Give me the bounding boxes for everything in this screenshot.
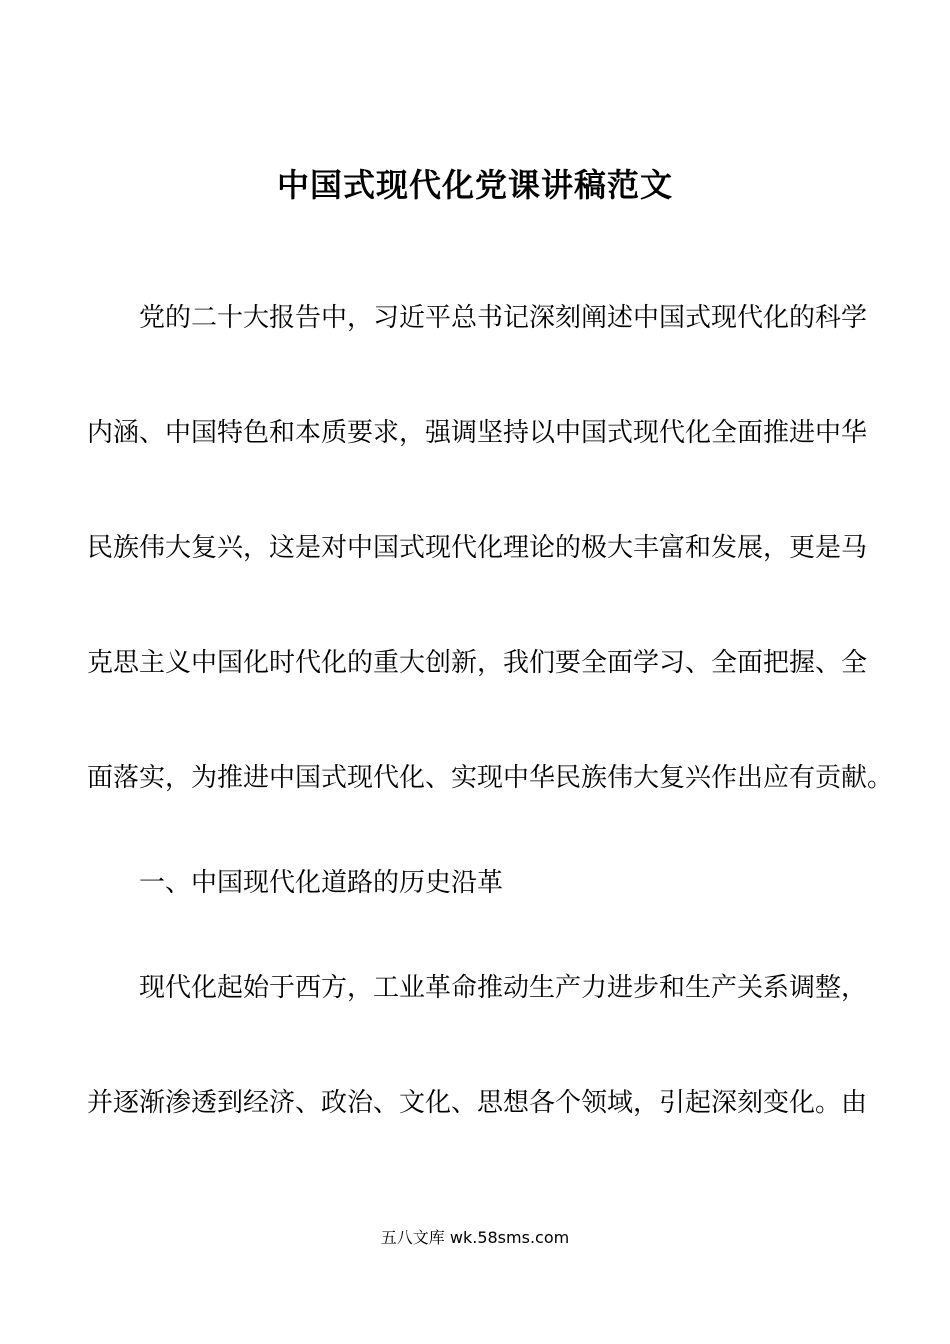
paragraph-line: 党的二十大报告中，习近平总书记深刻阐述中国式现代化的科学	[139, 303, 868, 333]
paragraph-line: 民族伟大复兴，这是对中国式现代化理论的极大丰富和发展，更是马	[87, 533, 868, 563]
document-title: 中国式现代化党课讲稿范文	[276, 166, 673, 204]
paragraph-line: 现代化起始于西方，工业革命推动生产力进步和生产关系调整，	[139, 973, 868, 1003]
section-heading: 一、中国现代化道路的历史沿革	[139, 868, 504, 898]
paragraph-line: 面落实，为推进中国式现代化、实现中华民族伟大复兴作出应有贡献。	[87, 763, 894, 793]
paragraph-line: 内涵、中国特色和本质要求，强调坚持以中国式现代化全面推进中华	[87, 418, 868, 448]
paragraph-line: 克思主义中国化时代化的重大创新，我们要全面学习、全面把握、全	[87, 648, 868, 678]
footer-watermark: 五八文库 wk.58sms.com	[380, 1228, 570, 1247]
paragraph-line: 并逐渐渗透到经济、政治、文化、思想各个领域，引起深刻变化。由	[87, 1088, 868, 1118]
